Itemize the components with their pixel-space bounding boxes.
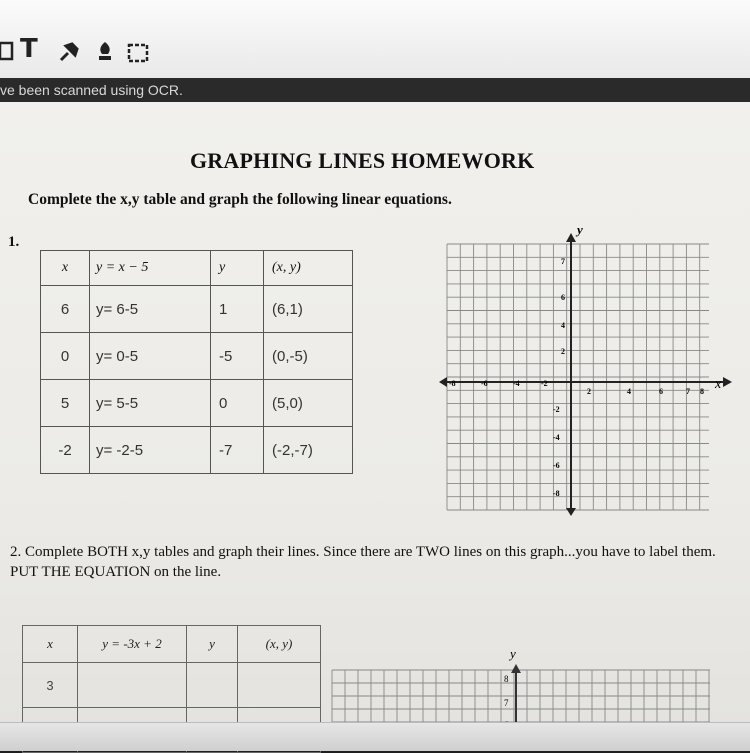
tick-label: 8	[700, 387, 704, 396]
annotation-toolbar	[0, 0, 750, 79]
ocr-notice-text: ve been scanned using OCR.	[0, 82, 183, 98]
cell-x: 6	[41, 286, 90, 333]
tick-label: 8	[504, 674, 509, 684]
cell-point: (0,-5)	[264, 333, 353, 380]
problem-number: 1.	[8, 234, 20, 250]
stamp-icon[interactable]	[94, 40, 116, 68]
tick-label: -2	[541, 379, 548, 388]
cell-y: 0	[211, 380, 264, 427]
cell-equation: y= 5-5	[90, 380, 211, 427]
cell-x: 3	[23, 663, 78, 708]
tick-label: 2	[587, 387, 591, 396]
header-equation: y = x − 5	[90, 251, 211, 286]
text-icon[interactable]: T	[20, 34, 38, 64]
tick-label: 2	[561, 347, 565, 356]
problem-2-instructions: 2. Complete BOTH x,y tables and graph their lines. Since there are TWO lines on this graph...you have to label them. PUT THE EQUATION on the line.	[10, 544, 716, 580]
tick-label: 6	[561, 293, 565, 302]
header-x: x	[23, 626, 78, 663]
header-point: (x, y)	[264, 251, 353, 286]
header-y: y	[211, 251, 264, 286]
ocr-notice-banner	[0, 78, 750, 102]
y-axis-down-arrow-icon	[566, 508, 576, 516]
cell-point: (5,0)	[264, 380, 353, 427]
cell-equation: y= -2-5	[90, 427, 211, 474]
worksheet-instructions: Complete the x,y table and graph the following linear equations.	[28, 191, 452, 208]
tick-label: 7	[504, 698, 509, 708]
table-row	[41, 427, 353, 474]
cell-x: 5	[41, 380, 90, 427]
table-row	[41, 380, 353, 427]
cell-x: 0	[41, 333, 90, 380]
x-axis-left-arrow-icon	[439, 377, 447, 387]
tick-label: -8	[449, 379, 456, 388]
xy-table-problem-1	[40, 250, 353, 474]
y-axis-label: y	[510, 646, 516, 661]
coordinate-grid-problem-2	[326, 640, 726, 730]
y-axis-label: y	[577, 228, 583, 237]
tick-label: -8	[553, 489, 560, 498]
tick-label: 7	[561, 257, 565, 266]
select-box-icon[interactable]	[126, 42, 152, 68]
header-equation: y = -3x + 2	[78, 626, 187, 663]
coordinate-grid-problem-1	[437, 228, 737, 520]
comment-icon[interactable]	[0, 40, 14, 66]
table-row	[41, 333, 353, 380]
tick-label: 4	[627, 387, 631, 396]
cell-y[interactable]	[187, 663, 238, 708]
pin-icon[interactable]	[57, 40, 81, 68]
cell-y: 1	[211, 286, 264, 333]
cell-equation[interactable]	[78, 663, 187, 708]
bottom-toolbar	[0, 722, 750, 751]
grid-lines	[447, 244, 709, 510]
x-axis-arrow-icon	[723, 377, 732, 387]
cell-point: (6,1)	[264, 286, 353, 333]
tick-label: 7	[686, 387, 690, 396]
tick-label: -6	[481, 379, 488, 388]
cell-x: -2	[41, 427, 90, 474]
table-header-row	[41, 251, 353, 286]
header-point: (x, y)	[238, 626, 321, 663]
cell-equation: y= 6-5	[90, 286, 211, 333]
x-axis-label: x	[715, 377, 722, 392]
cell-y: -7	[211, 427, 264, 474]
grid-lines	[332, 670, 710, 730]
table-row	[23, 663, 321, 708]
y-axis-arrow-icon	[566, 233, 576, 242]
tick-label: -4	[553, 433, 560, 442]
header-x: x	[41, 251, 90, 286]
tick-label: 4	[561, 321, 565, 330]
table-header-row	[23, 626, 321, 663]
cell-y: -5	[211, 333, 264, 380]
table-row	[41, 286, 353, 333]
tick-label: -6	[553, 461, 560, 470]
tick-label: -4	[513, 379, 520, 388]
tick-label: -2	[553, 405, 560, 414]
header-y: y	[187, 626, 238, 663]
cell-equation: y= 0-5	[90, 333, 211, 380]
y-axis-arrow-icon	[511, 664, 521, 673]
cell-point: (-2,-7)	[264, 427, 353, 474]
worksheet-title: GRAPHING LINES HOMEWORK	[190, 148, 535, 173]
cell-point[interactable]	[238, 663, 321, 708]
tick-label: 6	[659, 387, 663, 396]
